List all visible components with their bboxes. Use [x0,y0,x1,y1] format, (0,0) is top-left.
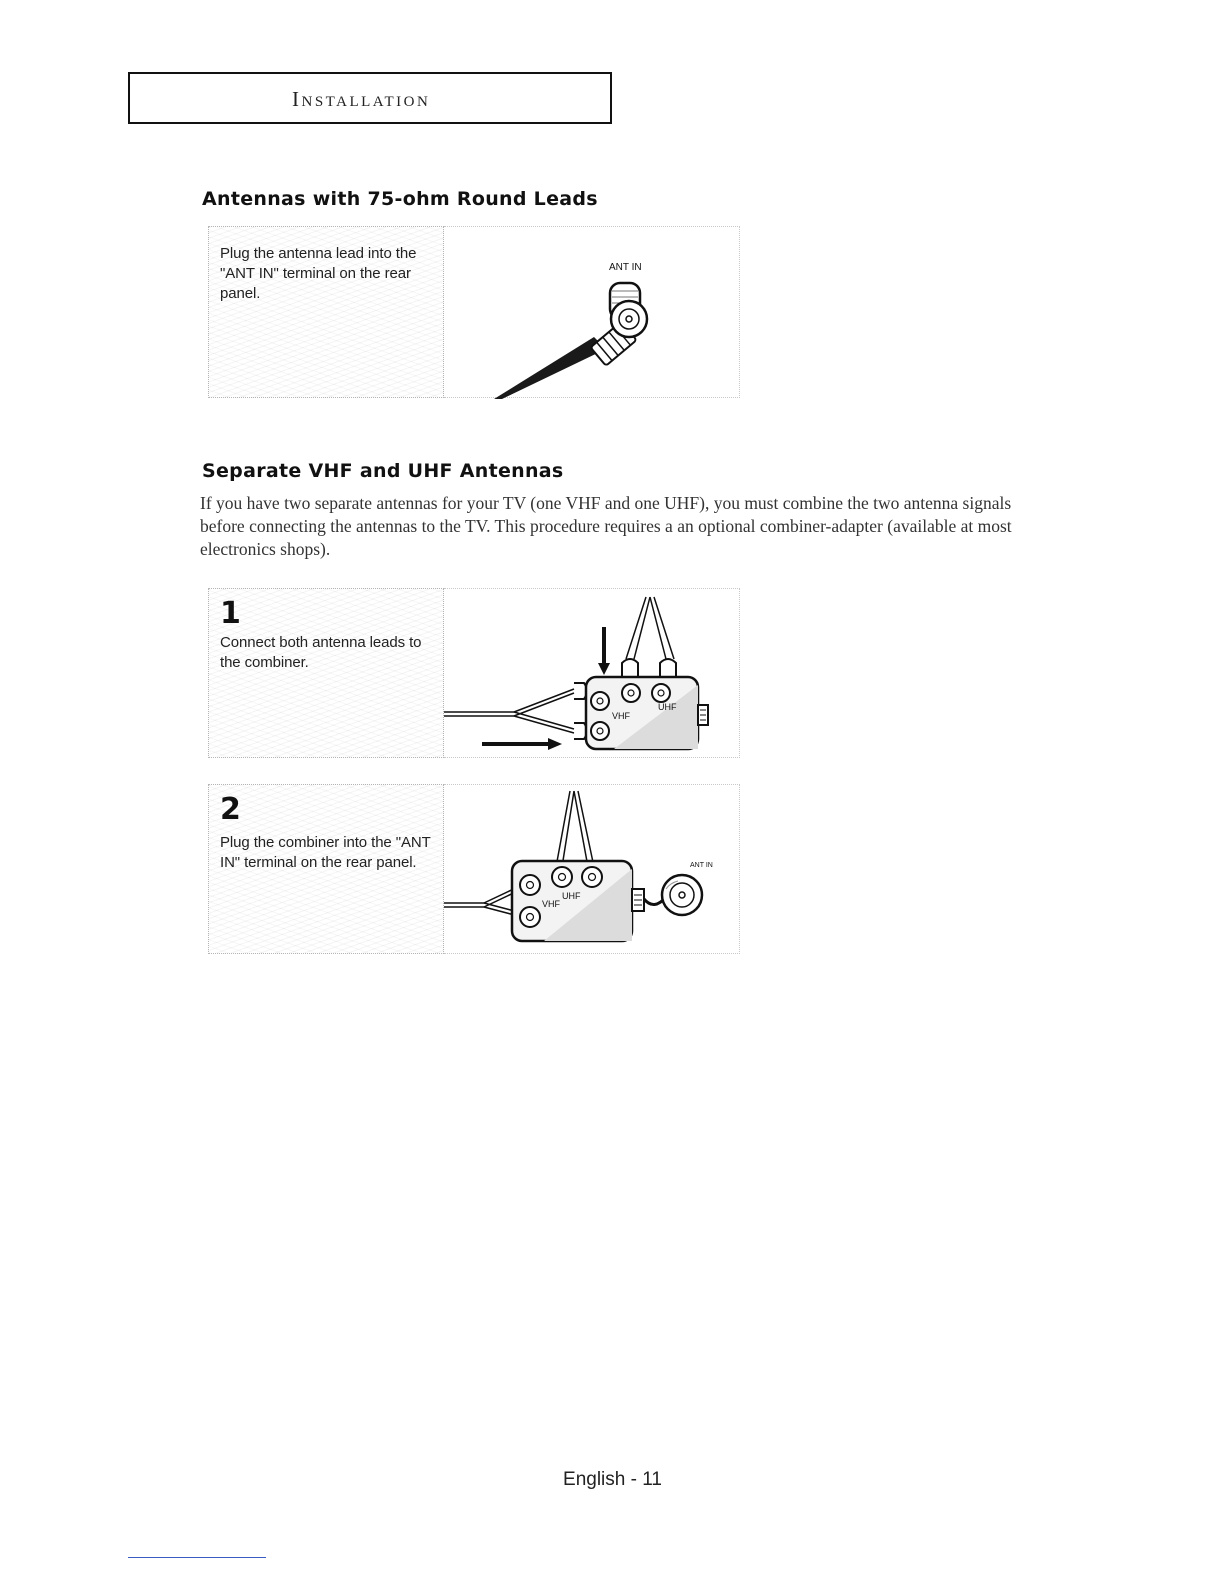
section-header-label: Installation [292,87,431,111]
ant-in-jack [662,875,702,915]
step1-instruction: Connect both antenna leads to the combiner. [220,634,422,671]
page-number: English - 11 [563,1469,662,1490]
right-arrow-icon [482,738,562,750]
vhf-label: VHF [612,711,630,721]
ant-in-label: ANT IN [690,862,713,869]
step1-panel [208,588,740,758]
step2-figure [444,784,740,954]
section-header-box [128,72,612,124]
vhf-twin-lead [444,683,587,739]
antenna-cable [494,337,606,399]
ant-in-jack [610,283,647,337]
uhf-label: UHF [658,702,677,712]
step2-text-box [208,784,444,954]
uhf-twin-lead [622,597,676,677]
step2-number: 2 [220,792,241,827]
step2-panel [208,784,740,954]
ant-in-label: ANT IN [609,262,642,273]
step1-text-box [208,588,444,758]
antenna-connection-illustration [444,227,740,399]
combiner-connection-illustration [444,589,740,759]
combiner-box [512,861,644,941]
section1-text-box [208,226,444,398]
section1-panel [208,226,740,398]
bottom-rule [128,1557,266,1558]
vhf-twin-lead [444,885,522,917]
combiner-box [586,677,708,749]
vhf-label: VHF [542,899,560,909]
section2-paragraph: If you have two separate antennas for your TV (one VHF and one UHF), you must combine the two antenna signals before connecting the antennas to the TV. This procedure requires a an optional combiner-adapter (available at most electronics shops). [200,493,1012,559]
uhf-twin-lead [556,791,594,867]
uhf-label: UHF [562,891,581,901]
section2-title: Separate VHF and UHF Antennas [202,460,564,482]
step2-instruction: Plug the combiner into the "ANT IN" terminal on the rear panel. [220,834,431,871]
section1-instruction: Plug the antenna lead into the "ANT IN" terminal on the rear panel. [220,245,417,302]
combiner-to-tv-illustration [444,785,740,955]
section1-figure [444,226,740,398]
step1-figure [444,588,740,758]
step1-number: 1 [220,596,241,631]
down-arrow-icon [598,627,610,675]
section1-title: Antennas with 75-ohm Round Leads [202,188,598,210]
